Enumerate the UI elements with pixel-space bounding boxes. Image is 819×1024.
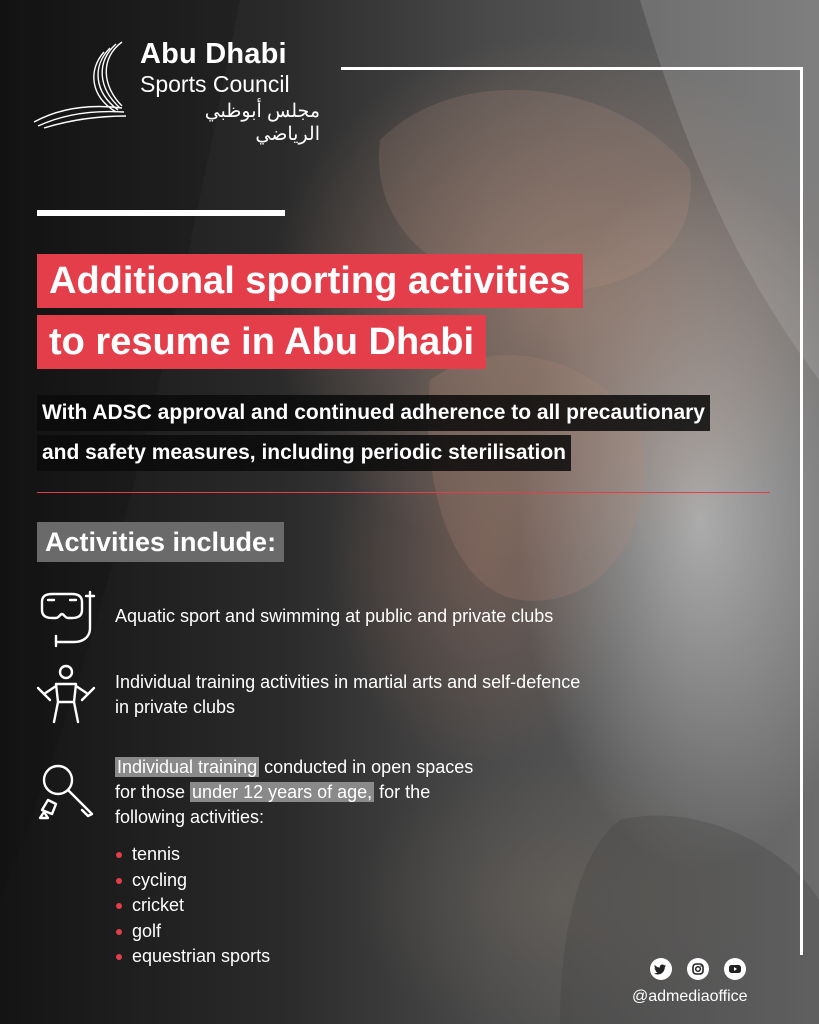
youtube-icon[interactable] <box>724 958 746 980</box>
adsc-swoosh-logo-icon <box>30 38 130 130</box>
list-item: cycling <box>115 868 270 894</box>
activity-open-spaces-part-d: following activities: <box>115 807 265 827</box>
list-item: golf <box>115 919 270 945</box>
list-item: tennis <box>115 842 270 868</box>
list-item: equestrian sports <box>115 944 270 970</box>
activity-martial-arts-text <box>115 670 675 720</box>
section-title: Activities include: <box>37 522 284 562</box>
social-handle[interactable]: @admediaoffice <box>632 988 748 1005</box>
racket-shuttlecock-icon <box>34 760 98 820</box>
instagram-icon[interactable] <box>687 958 709 980</box>
social-links <box>632 958 760 1018</box>
divider <box>37 492 770 493</box>
snorkel-mask-icon <box>34 588 98 648</box>
logo-name-line1: Abu Dhabi <box>140 38 287 70</box>
frame-line-right <box>800 67 803 955</box>
headline-line2: to resume in Abu Dhabi <box>37 315 486 369</box>
activity-list <box>115 842 270 970</box>
subheadline-line1: With ADSC approval and continued adherence to all precautionary <box>37 395 710 431</box>
activity-martial-arts-line1: Individual training activities in martial arts and self-defence <box>115 672 581 692</box>
activity-open-spaces-part-c: for the <box>374 782 431 802</box>
twitter-icon[interactable] <box>650 958 672 980</box>
logo-name-arabic: مجلس أبوظبي الرياضي <box>204 101 320 145</box>
activity-open-spaces-text <box>115 755 675 830</box>
frame-line-top <box>341 67 803 70</box>
logo-name-line2: Sports Council <box>140 71 290 97</box>
activity-aquatic-text: Aquatic sport and swimming at public and private clubs <box>115 606 554 626</box>
highlight-age: under 12 years of age, <box>192 782 373 802</box>
list-item: cricket <box>115 893 270 919</box>
highlight-individual-training: Individual training <box>117 757 258 777</box>
activity-martial-arts-line2: in private clubs <box>115 697 236 717</box>
martial-arts-figure-icon <box>34 664 98 724</box>
accent-bar <box>37 210 285 216</box>
activity-open-spaces-part-b: for those <box>115 782 191 802</box>
adsc-logo <box>30 38 320 145</box>
headline-line1: Additional sporting activities <box>37 254 583 308</box>
subheadline-line2: and safety measures, including periodic sterilisation <box>37 435 571 471</box>
activity-open-spaces-part-a: conducted in open spaces <box>259 757 474 777</box>
